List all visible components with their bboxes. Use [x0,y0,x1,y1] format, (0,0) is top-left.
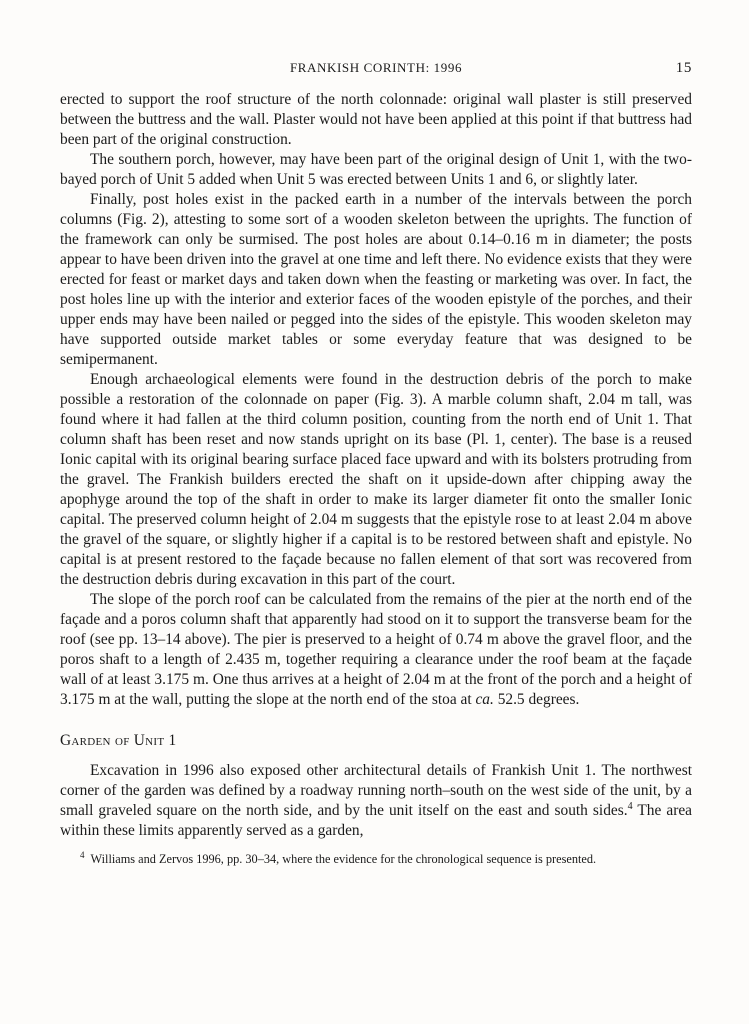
paragraph-roof-slope [60,590,692,710]
footnote-text: Williams and Zervos 1996, pp. 30–34, where the evidence for the chronological sequence is presented. [90,852,597,866]
section-heading-garden: Garden of Unit 1 [60,732,177,749]
paragraph-post-holes: Finally, post holes exist in the packed earth in a number of the intervals between the porch columns (Fig. 2), attesting to some sort of a wooden skeleton between the uprights. The function of the framework can only be surmised. The post holes are about 0.14–0.16 m in diameter; the posts appear to have been driven into the gravel at one time and left there. No evidence exists that they were erected for feast or market days and taken down when the feasting or marketing was over. In fact, the post holes line up with the interior and exterior faces of the wooden epistyle of the porches, and their upper ends may have been nailed or pegged into the sides of the epistyle. This wooden skeleton may have supported outside market tables or some everyday feature that was designed to be semipermanent. [60,191,692,368]
page-header [60,56,692,78]
page-number: 15 [675,60,692,76]
paragraph-continued: erected to support the roof structure of the north colonnade: original wall plaster is still preserved between the buttress and the wall. Plaster would not have been applied at this point if that buttress had been part of the original construction. [60,91,692,148]
page [60,56,692,867]
paragraph-southern-porch: The southern porch, however, may have been part of the original design of Unit 1, with the two-bayed porch of Unit 5 added when Unit 5 was erected between Units 1 and 6, or slightly later. [60,151,692,188]
footnote [60,851,692,867]
ca-abbreviation: ca. [475,691,494,708]
footnote-marker: 4 [80,849,85,860]
slope-text-end: 52.5 degrees. [493,691,580,708]
body-text [60,90,692,867]
running-head: FRANKISH CORINTH: 1996 [289,60,463,75]
paragraph-restoration: Enough archaeological elements were found in the destruction debris of the porch to make possible a restoration of the colonnade on paper (Fig. 3). A marble column shaft, 2.04 m tall, was found where it had fallen at the third column position, counting from the north end of Unit 1. That column shaft has been reset and now stands upright on its base (Pl. 1, center). The base is a reused Ionic capital with its original bearing surface placed face upward and with its bolsters protruding from the gravel. The Frankish builders erected the shaft on it upside-down after chipping away the apophyge around the top of the shaft in order to make its larger diameter fit onto the smaller Ionic capital. The preserved column height of 2.04 m suggests that the epistyle rose to at least 2.04 m above the gravel of the square, or slightly higher if a capital is to be restored between shaft and epistyle. No capital is at present restored to the façade because no fallen element of that sort was recovered from the destruction debris during excavation in this part of the court. [60,371,692,588]
garden-text-end: The area within these limits apparently served as a garden, [60,802,692,839]
paragraph-garden [60,761,692,841]
slope-text-start: The slope of the porch roof can be calculated from the remains of the pier at the north end of the façade and a poros column shaft that apparently had stood on it to support the transverse beam for the roof (see pp. 13–14 above). The pier is preserved to a height of 0.74 m above the gravel floor, and the poros shaft to a length of 2.435 m, together requiring a clearance under the roof beam at the façade wall of at least 3.175 m. One thus arrives at a height of 2.04 m at the front of the porch and a height of 3.175 m at the wall, putting the slope at the north end of the stoa at [60,591,692,708]
garden-text-start: Excavation in 1996 also exposed other architectural details of Frankish Unit 1. The northwest corner of the garden was defined by a roadway running north–south on the west side of the unit, by a small graveled square on the north side, and by the unit itself on the east and south sides. [60,762,692,819]
footnote-reference: 4 [627,800,633,812]
